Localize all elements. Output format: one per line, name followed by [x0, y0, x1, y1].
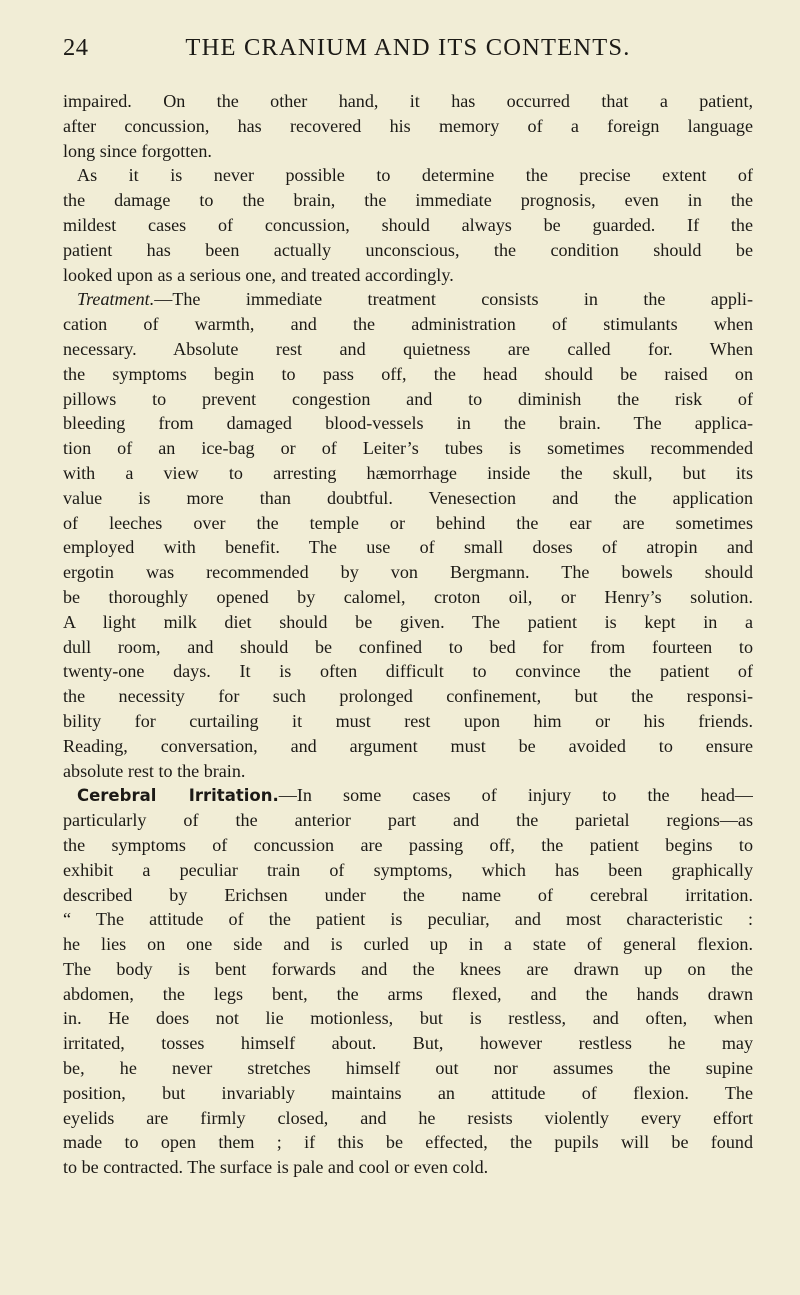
section-heading: Cerebral Irritation.: [77, 786, 279, 806]
line-text: eyelids are firmly closed, and he resists violently every effort: [63, 1107, 753, 1128]
line-text: to be contracted. The surface is pale and cool or even cold.: [63, 1157, 489, 1178]
line-text: tion of an ice-bag or of Leiter’s tubes is sometimes recommended: [63, 438, 753, 459]
text-line: [63, 635, 753, 660]
line-text: bleeding from damaged blood-vessels in the brain. The applica-: [63, 413, 753, 434]
text-line: [63, 560, 753, 585]
text-line: [63, 1155, 753, 1180]
text-line: [63, 907, 753, 932]
text-line: [63, 684, 753, 709]
text-line: [63, 709, 753, 734]
line-text: abdomen, the legs bent, the arms flexed, and the hands drawn: [63, 983, 753, 1004]
line-text: value is more than doubtful. Venesection and the application: [63, 487, 753, 508]
text-line: [63, 511, 753, 536]
text-line: [63, 486, 753, 511]
text-line: [63, 1106, 753, 1131]
line-text: —The immediate treatment consists in the appli-: [154, 289, 753, 310]
line-text: impaired. On the other hand, it has occurred that a patient,: [63, 91, 753, 111]
text-line: [63, 734, 753, 759]
line-text: twenty-one days. It is often difficult to convince the patient of: [63, 661, 753, 682]
line-text: the necessity for such prolonged confinement, but the responsi-: [63, 686, 753, 707]
running-title: THE CRANIUM AND ITS CONTENTS.: [185, 34, 631, 61]
line-text: be, he never stretches himself out nor assumes the supine: [63, 1058, 753, 1079]
line-text: with a view to arresting hæmorrhage inside the skull, but its: [63, 462, 753, 483]
line-text: be thoroughly opened by calomel, croton oil, or Henry’s solution.: [63, 586, 753, 607]
line-text: looked upon as a serious one, and treated accordingly.: [63, 264, 454, 285]
line-text: in. He does not lie motionless, but is restless, and often, when: [63, 1008, 753, 1029]
line-text: necessary. Absolute rest and quietness are called for. When: [63, 338, 753, 359]
line-text: described by Erichsen under the name of cerebral irritation.: [63, 884, 753, 905]
line-text: The body is bent forwards and the knees are drawn up on the: [63, 958, 753, 979]
text-line: [63, 337, 753, 362]
line-text: bility for curtailing it must rest upon him or his friends.: [63, 710, 753, 731]
text-line: [63, 362, 753, 387]
text-line: [63, 263, 753, 288]
text-line: [63, 659, 753, 684]
line-text: “ The attitude of the patient is peculiar, and most characteristic :: [63, 909, 753, 930]
text-line: [63, 461, 753, 486]
line-text: long since forgotten.: [63, 140, 212, 161]
text-line: [63, 1006, 753, 1031]
line-text: after concussion, has recovered his memory of a foreign language: [63, 115, 753, 136]
line-text: employed with benefit. The use of small doses of atropin and: [63, 537, 753, 558]
text-line: [63, 1031, 753, 1056]
line-text: of leeches over the temple or behind the ear are sometimes: [63, 512, 753, 533]
line-text: the symptoms of concussion are passing off, the patient begins to: [63, 834, 753, 855]
line-text: the damage to the brain, the immediate prognosis, even in the: [63, 190, 753, 211]
text-line: [63, 535, 753, 560]
line-text: —In some cases of injury to the head—: [278, 785, 753, 806]
line-text: position, but invariably maintains an attitude of flexion. The: [63, 1082, 753, 1103]
line-text: exhibit a peculiar train of symptoms, which has been graphically: [63, 859, 753, 880]
line-text: mildest cases of concussion, should always be guarded. If the: [63, 214, 753, 235]
line-text: Reading, conversation, and argument must be avoided to ensure: [63, 735, 753, 756]
line-text: particularly of the anterior part and the parietal regions—as: [63, 810, 753, 831]
line-text: the symptoms begin to pass off, the head should be raised on: [63, 363, 753, 384]
line-text: made to open them ; if this be effected, the pupils will be found: [63, 1132, 753, 1153]
text-line: [63, 585, 753, 610]
page-number: 24: [63, 34, 89, 61]
text-line: [63, 213, 753, 238]
text-line: [63, 436, 753, 461]
text-line: [63, 957, 753, 982]
text-line: [63, 287, 753, 312]
text-line: [63, 858, 753, 883]
line-text: he lies on one side and is curled up in a state of general flexion.: [63, 934, 753, 955]
text-line: [63, 759, 753, 784]
text-line: [63, 114, 753, 139]
text-line: [63, 238, 753, 263]
subsection-heading: Treatment.: [77, 289, 155, 310]
line-text: irritated, tosses himself about. But, however restless he may: [63, 1033, 753, 1054]
text-line: [63, 139, 753, 164]
text-line: [63, 89, 753, 114]
line-text: As it is never possible to determine the precise extent of: [77, 165, 753, 186]
text-line: [63, 411, 753, 436]
text-line: [63, 982, 753, 1007]
text-line: [63, 932, 753, 957]
text-line: [63, 610, 753, 635]
body-text: [63, 89, 753, 1180]
text-line: [63, 1081, 753, 1106]
text-line: [63, 387, 753, 412]
text-line: [63, 883, 753, 908]
text-line: [63, 312, 753, 337]
line-text: patient has been actually unconscious, the condition should be: [63, 239, 753, 260]
line-text: absolute rest to the brain.: [63, 760, 246, 781]
text-line: [63, 188, 753, 213]
line-text: A light milk diet should be given. The patient is kept in a: [63, 611, 753, 632]
text-line: [63, 1130, 753, 1155]
line-text: cation of warmth, and the administration of stimulants when: [63, 314, 753, 335]
text-line: [63, 783, 753, 808]
line-text: ergotin was recommended by von Bergmann. The bowels should: [63, 562, 753, 583]
text-line: [63, 1056, 753, 1081]
text-line: [63, 808, 753, 833]
line-text: dull room, and should be confined to bed for from fourteen to: [63, 636, 753, 657]
text-line: [63, 163, 753, 188]
text-line: [63, 833, 753, 858]
line-text: pillows to prevent congestion and to diminish the risk of: [63, 388, 753, 409]
running-header: [63, 34, 753, 70]
